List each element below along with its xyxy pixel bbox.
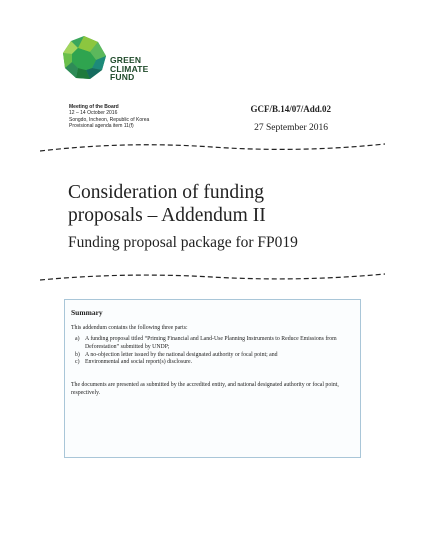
meeting-info xyxy=(69,104,149,130)
logo-globe-icon xyxy=(60,34,108,82)
summary-item-text: Environmental and social report(s) disclosure. xyxy=(85,359,193,366)
logo-wordmark xyxy=(110,56,149,82)
summary-item-text: A funding proposal titled “Priming Financial and Land-Use Planning Instruments to Reduce Emissions from Deforestation” submitted by UNDP; xyxy=(85,336,337,350)
logo-line-2: CLIMATE xyxy=(110,63,149,74)
summary-note: The documents are presented as submitted by the accredited entity, and national designated authority or focal point, respectively. xyxy=(71,382,339,396)
summary-item-label: b) xyxy=(75,351,80,358)
summary-item-a xyxy=(71,336,351,352)
logo-line-1: GREEN xyxy=(110,55,142,65)
summary-list xyxy=(71,336,351,367)
summary-item-label: a) xyxy=(75,336,80,342)
document-code: GCF/B.14/07/Add.02 xyxy=(250,104,331,114)
summary-box xyxy=(64,299,361,458)
title-line-1: Consideration of funding xyxy=(68,182,265,203)
wave-divider-bottom xyxy=(40,270,385,284)
meeting-agenda: Provisional agenda item 11(f) xyxy=(69,123,134,130)
summary-item-label: c) xyxy=(75,359,80,366)
page-subtitle: Funding proposal package for FP019 xyxy=(68,234,298,251)
logo-line-3: FUND xyxy=(110,72,135,82)
page-title xyxy=(68,181,368,227)
meeting-title: Meeting of the Board xyxy=(69,104,119,110)
meeting-dates: 12 – 14 October 2016 xyxy=(69,110,118,117)
green-climate-fund-logo xyxy=(60,34,180,96)
summary-item-c xyxy=(71,359,351,367)
title-line-2: proposals – Addendum II xyxy=(68,205,266,226)
document-date: 27 September 2016 xyxy=(254,123,328,133)
summary-intro: This addendum contains the following three parts: xyxy=(71,325,188,331)
meeting-location: Songdo, Incheon, Republic of Korea xyxy=(69,116,150,123)
summary-heading: Summary xyxy=(71,308,103,317)
wave-divider-top xyxy=(40,140,385,154)
summary-item-text: A no-objection letter issued by the national designated authority or focal point; and xyxy=(85,351,278,358)
